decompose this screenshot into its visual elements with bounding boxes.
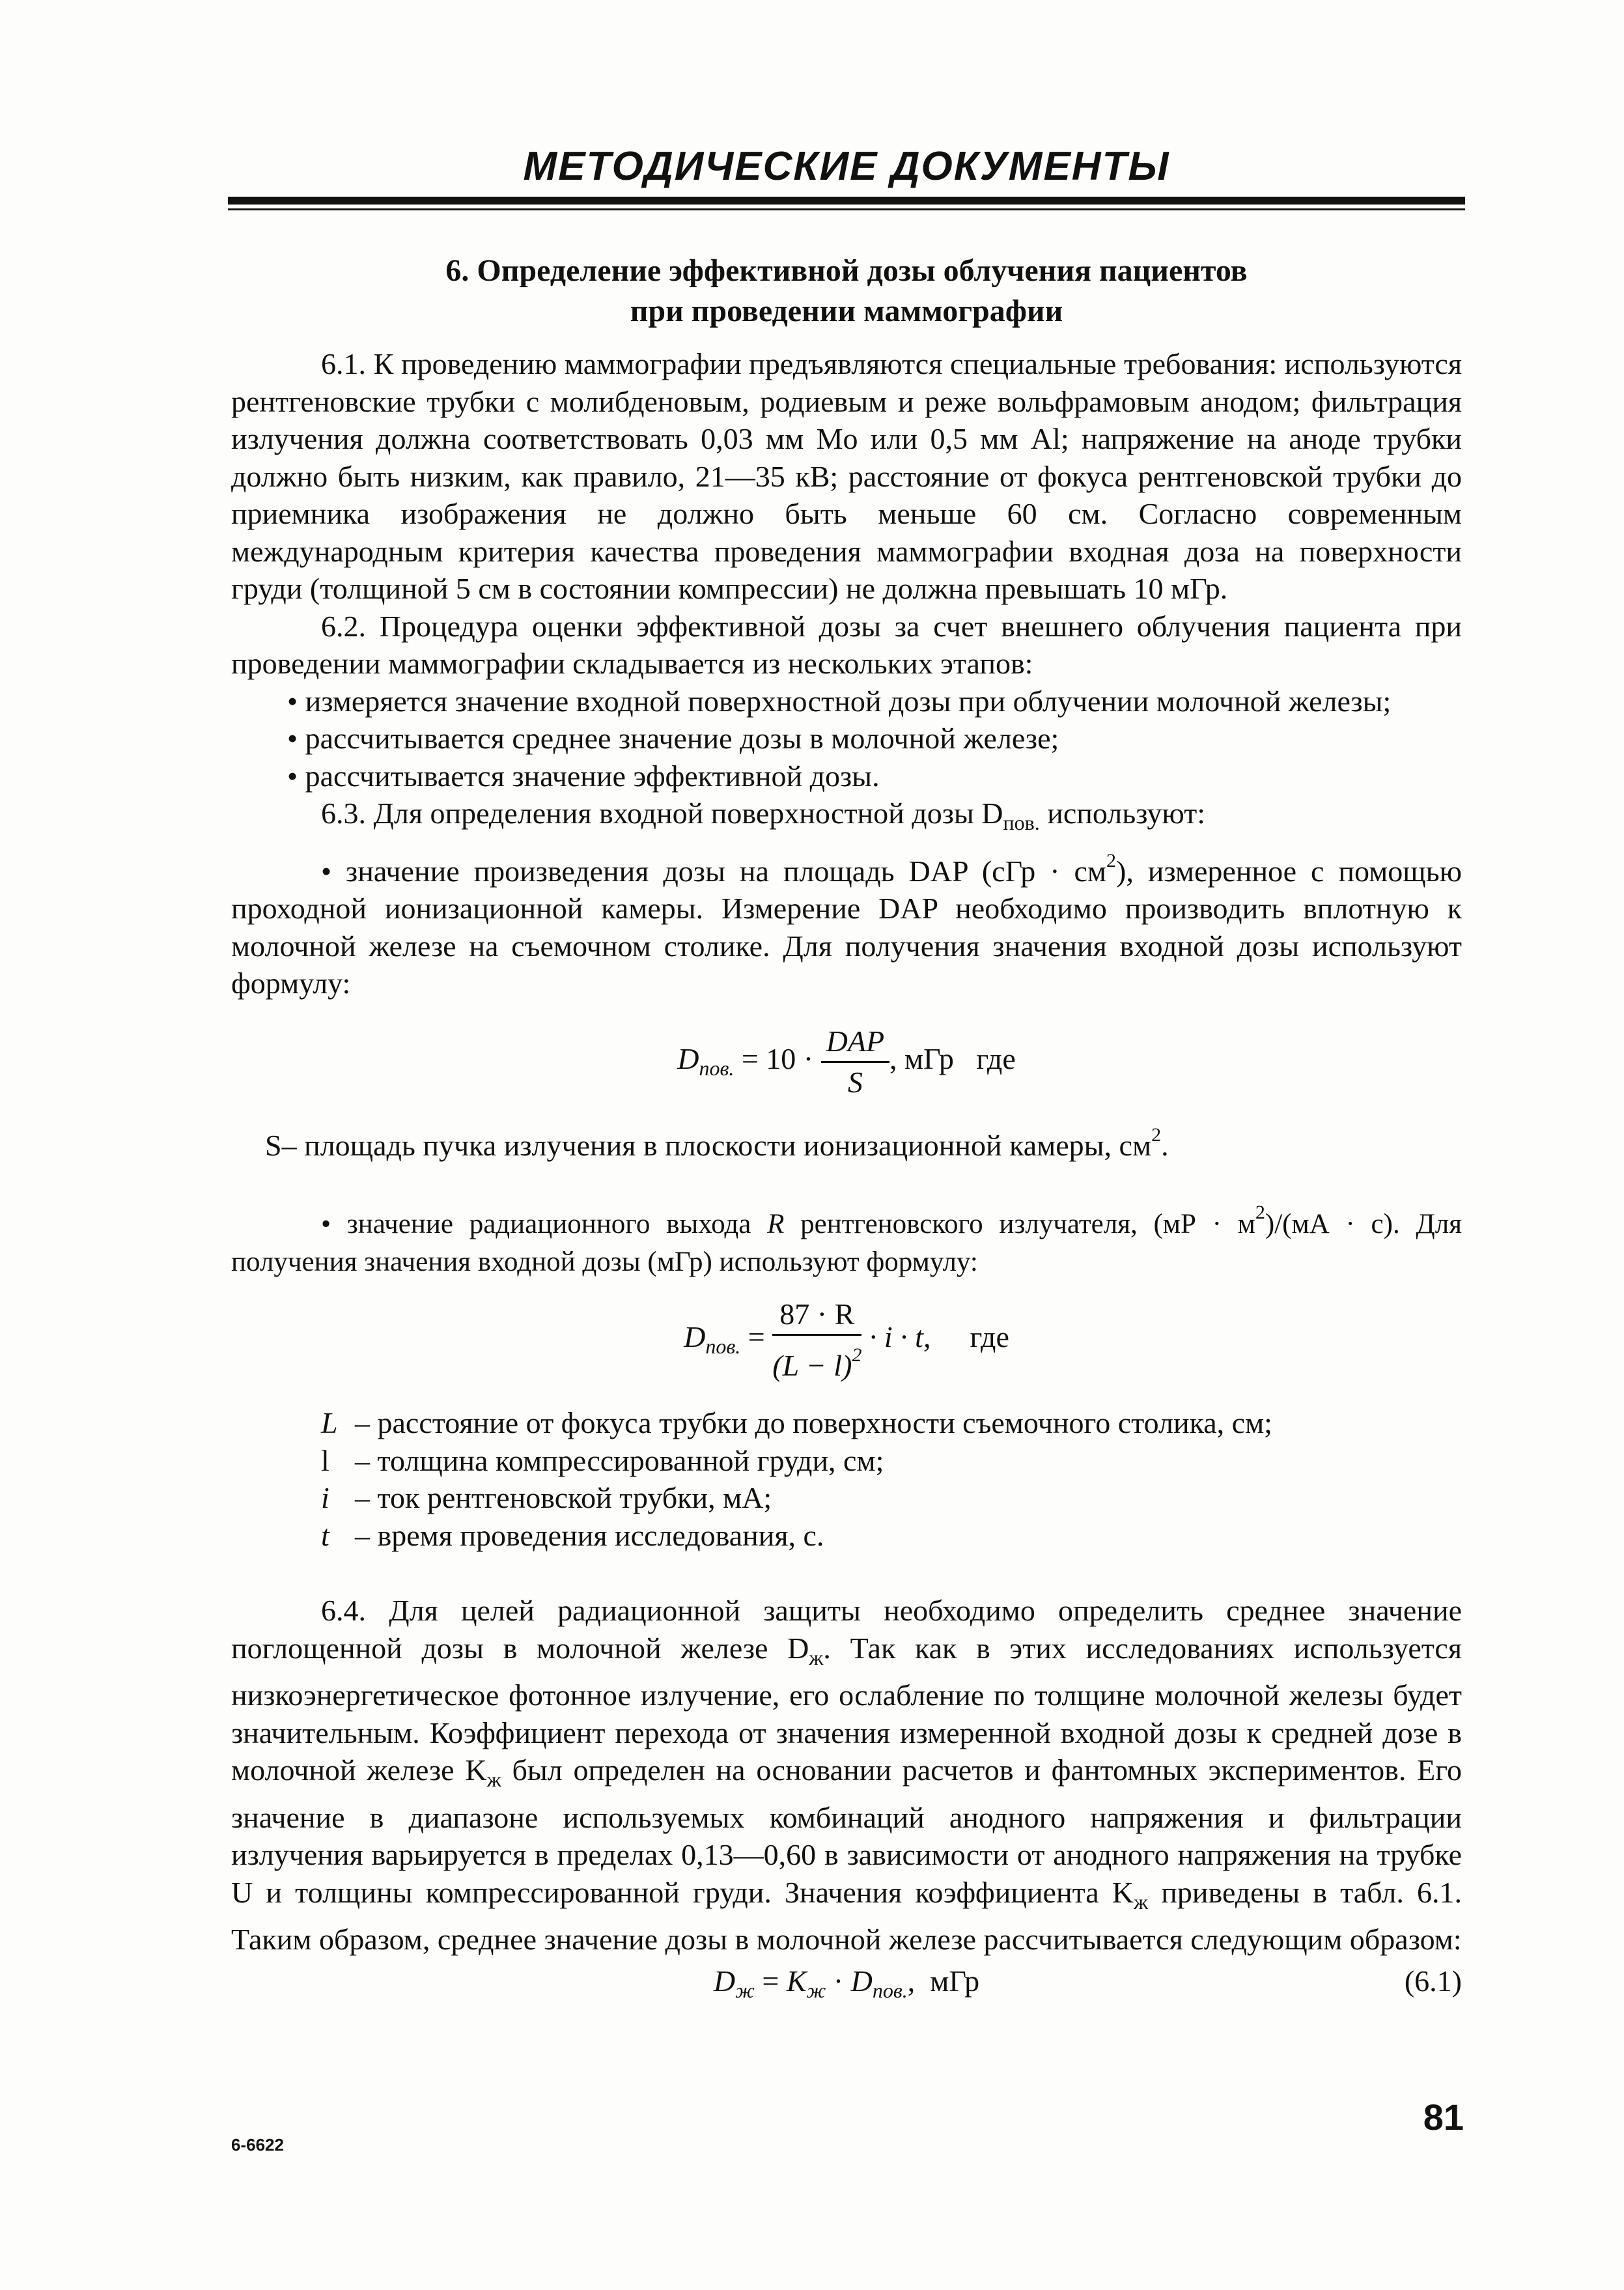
definition-row: t – время проведения исследования, с. — [321, 1518, 824, 1552]
bullet-list-item: • рассчитывается значение эффективной дозы. — [287, 759, 880, 793]
definition-row: L – расстояние от фокуса трубки до поверхности съемочного столика, см; — [321, 1406, 1272, 1439]
equation-number: (6.1) — [1404, 1964, 1462, 1998]
bullet-dap: • значение произведения дозы на площадь DAP $(сГр \cdot см^2)$, измеренное с помощью проходной ионизационной камеры. Измерение DAP необходимо производить вплотную к молочной железе на съемочном столике. Для получения значения входной дозы используют формулу: — [231, 849, 1462, 1000]
paragraph-6-2: 6.2. Процедура оценки эффективной дозы за счет внешнего облучения пациента при проведении маммографии складывается из нескольких этапов: — [231, 609, 1462, 680]
definition-row: l – толщина компрессированной груди, см; — [321, 1443, 884, 1477]
formula-radiation-output: $D_{пов.}$ = $\frac{87 \cdot R}{(L - l)^2}$ · i · t, где — [231, 1280, 1462, 1404]
page-number: 81 — [1423, 2097, 1464, 2138]
print-code: 6-6622 — [231, 2135, 284, 2155]
bullet-list-item: • измеряется значение входной поверхностной дозы при облучении молочной железы; — [287, 684, 1392, 718]
header-rule-thin — [228, 208, 1465, 210]
bullet-list-item: • рассчитывается среднее значение дозы в молочной железе; — [287, 722, 1059, 755]
paragraph-6-4: 6.4. Для целей радиационной защиты необходимо определить среднее значение поглощенной дозы в молочной железе $D_ж$. Так как в этих исследованиях используется низкоэнергетическое фотонное излучение, его ослабление по толщине молочной железы будет значительным. Коэффициент перехода от значения измеренной входной дозы к средней дозе в молочной железе $K_ж$ был определен на основании расчетов и фантомных экспериментов. Его значение в диапазоне используемых комбинаций анодного напряжения и фильтрации излучения варьируется в пределах 0,13—0,60 в зависимости от анодного напряжения на трубке U и толщины компрессированной груди. Значения коэффициента $K_ж$ приведены в табл. 6.1. Таким образом, среднее значение дозы в молочной железе рассчитывается следующим образом: — [231, 1594, 1462, 1956]
section-title-line-2: при проведении маммографии — [630, 294, 1063, 328]
variable-definitions — [231, 1404, 1462, 1554]
definition-s: S– площадь пучка излучения в плоскости ионизационной камеры, $см^2$. — [265, 1124, 1169, 1162]
paragraph-6-3: 6.3. Для определения входной поверхностной дозы $D_{пов.}$ используют: — [321, 797, 1206, 834]
bullet-radiation-output: • значение радиационного выхода R рентгеновского излучателя, $(мР \cdot м^2)/(мА \cdot с)$. Для получения значения входной дозы (мГр) используют формулу: — [231, 1202, 1462, 1277]
definition-row: i – ток рентгеновской трубки, мА; — [321, 1481, 772, 1514]
section-title-line-1: 6. Определение эффективной дозы облучения пациентов — [445, 253, 1248, 288]
fraction-dap-over-s: $\frac{\text{DAP}}{S}$ — [821, 1022, 889, 1102]
running-header: МЕТОДИЧЕСКИЕ ДОКУМЕНТЫ — [523, 144, 1170, 189]
fraction-87r: $\frac{87 \cdot R}{(L - l)^2}$ — [772, 1295, 861, 1385]
formula-dap: $D_{пов.} = 10$ · $\frac{\text{DAP}}{S}$ , мГр где — [231, 1002, 1462, 1116]
formula-6-1: $D_ж = K_ж \cdot D_{пов.}$, мГр (6.1) — [231, 1958, 1462, 2004]
header-rule-thick — [228, 197, 1465, 205]
paragraph-6-1: 6.1. К проведению маммографии предъявляются специальные требования: используются рентгеновские трубки с молибденовым, родиевым и реже вольфрамовым анодом; фильтрация излучения должна соответствовать 0,03 мм Mo или 0,5 мм Al; напряжение на аноде трубки должно быть низким, как правило, 21—35 кВ; расстояние от фокуса рентгеновской трубки до приемника изображения не должно быть меньше 60 см. Согласно современным международным критерия качества проведения маммографии входная доза на поверхности груди (толщиной 5 см в состоянии компрессии) не должна превышать 10 мГр. — [231, 347, 1462, 605]
document-body — [231, 345, 1462, 2004]
section-title — [228, 251, 1465, 332]
